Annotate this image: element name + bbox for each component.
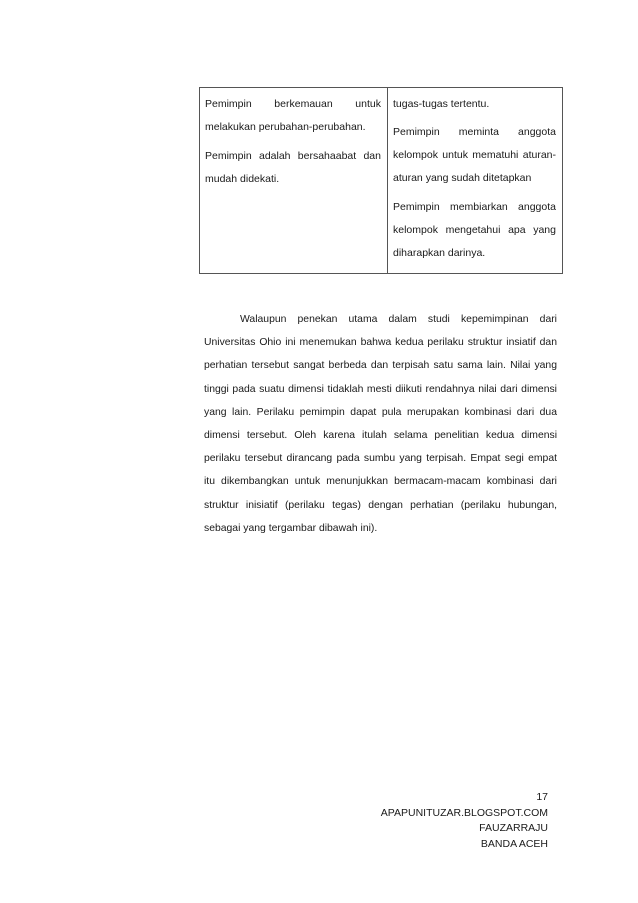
body-paragraph-text: Walaupun penekan utama dalam studi kepemimpinan dari Universitas Ohio ini menemukan bahwa kedua perilaku struktur insiatif dan perhatian tersebut sangat berbeda dan terpisah satu sama lain. Nilai yang tinggi pada suatu dimensi tidaklah mesti diikuti rendahnya nilai dari dimensi yang lain. Perilaku pemimpin dapat pula merupakan kombinasi dari dua dimensi tersebut. Oleh karena itulah selama penelitian kedua dimensi perilaku tersebut dirancang pada sumbu yang terpisah. Empat segi empat itu dikembangkan untuk menunjukkan bermacam-macam kombinasi dari struktur inisiatif (perilaku tegas) dengan perhatian (perilaku hubungan, sebagai yang tergambar dibawah ini). xyxy=(204,314,557,534)
footer-site: APAPUNITUZAR.BLOGSPOT.COM xyxy=(380,806,548,819)
footer-author: FAUZARRAJU xyxy=(479,822,548,834)
page-number: 17 xyxy=(536,791,548,803)
table-cell-left xyxy=(200,88,388,274)
table-text-right-2: Pemimpin meminta anggota kelompok untuk mematuhi aturan-aturan yang sudah ditetapkan xyxy=(393,126,556,184)
table-text-right-3: Pemimpin membiarkan anggota kelompok mengetahui apa yang diharapkan darinya. xyxy=(393,201,556,259)
page-footer xyxy=(381,790,548,852)
leadership-behavior-table xyxy=(199,87,563,274)
table-text-left-2: Pemimpin adalah bersahaabat dan mudah didekati. xyxy=(205,150,381,185)
table-cell-right xyxy=(388,88,563,274)
body-paragraph xyxy=(204,308,557,540)
table-row xyxy=(200,88,563,274)
table-text-left-1: Pemimpin berkemauan untuk melakukan perubahan-perubahan. xyxy=(205,98,381,133)
footer-location: BANDA ACEH xyxy=(480,837,548,850)
table-text-right-1: tugas-tugas tertentu. xyxy=(393,98,490,110)
